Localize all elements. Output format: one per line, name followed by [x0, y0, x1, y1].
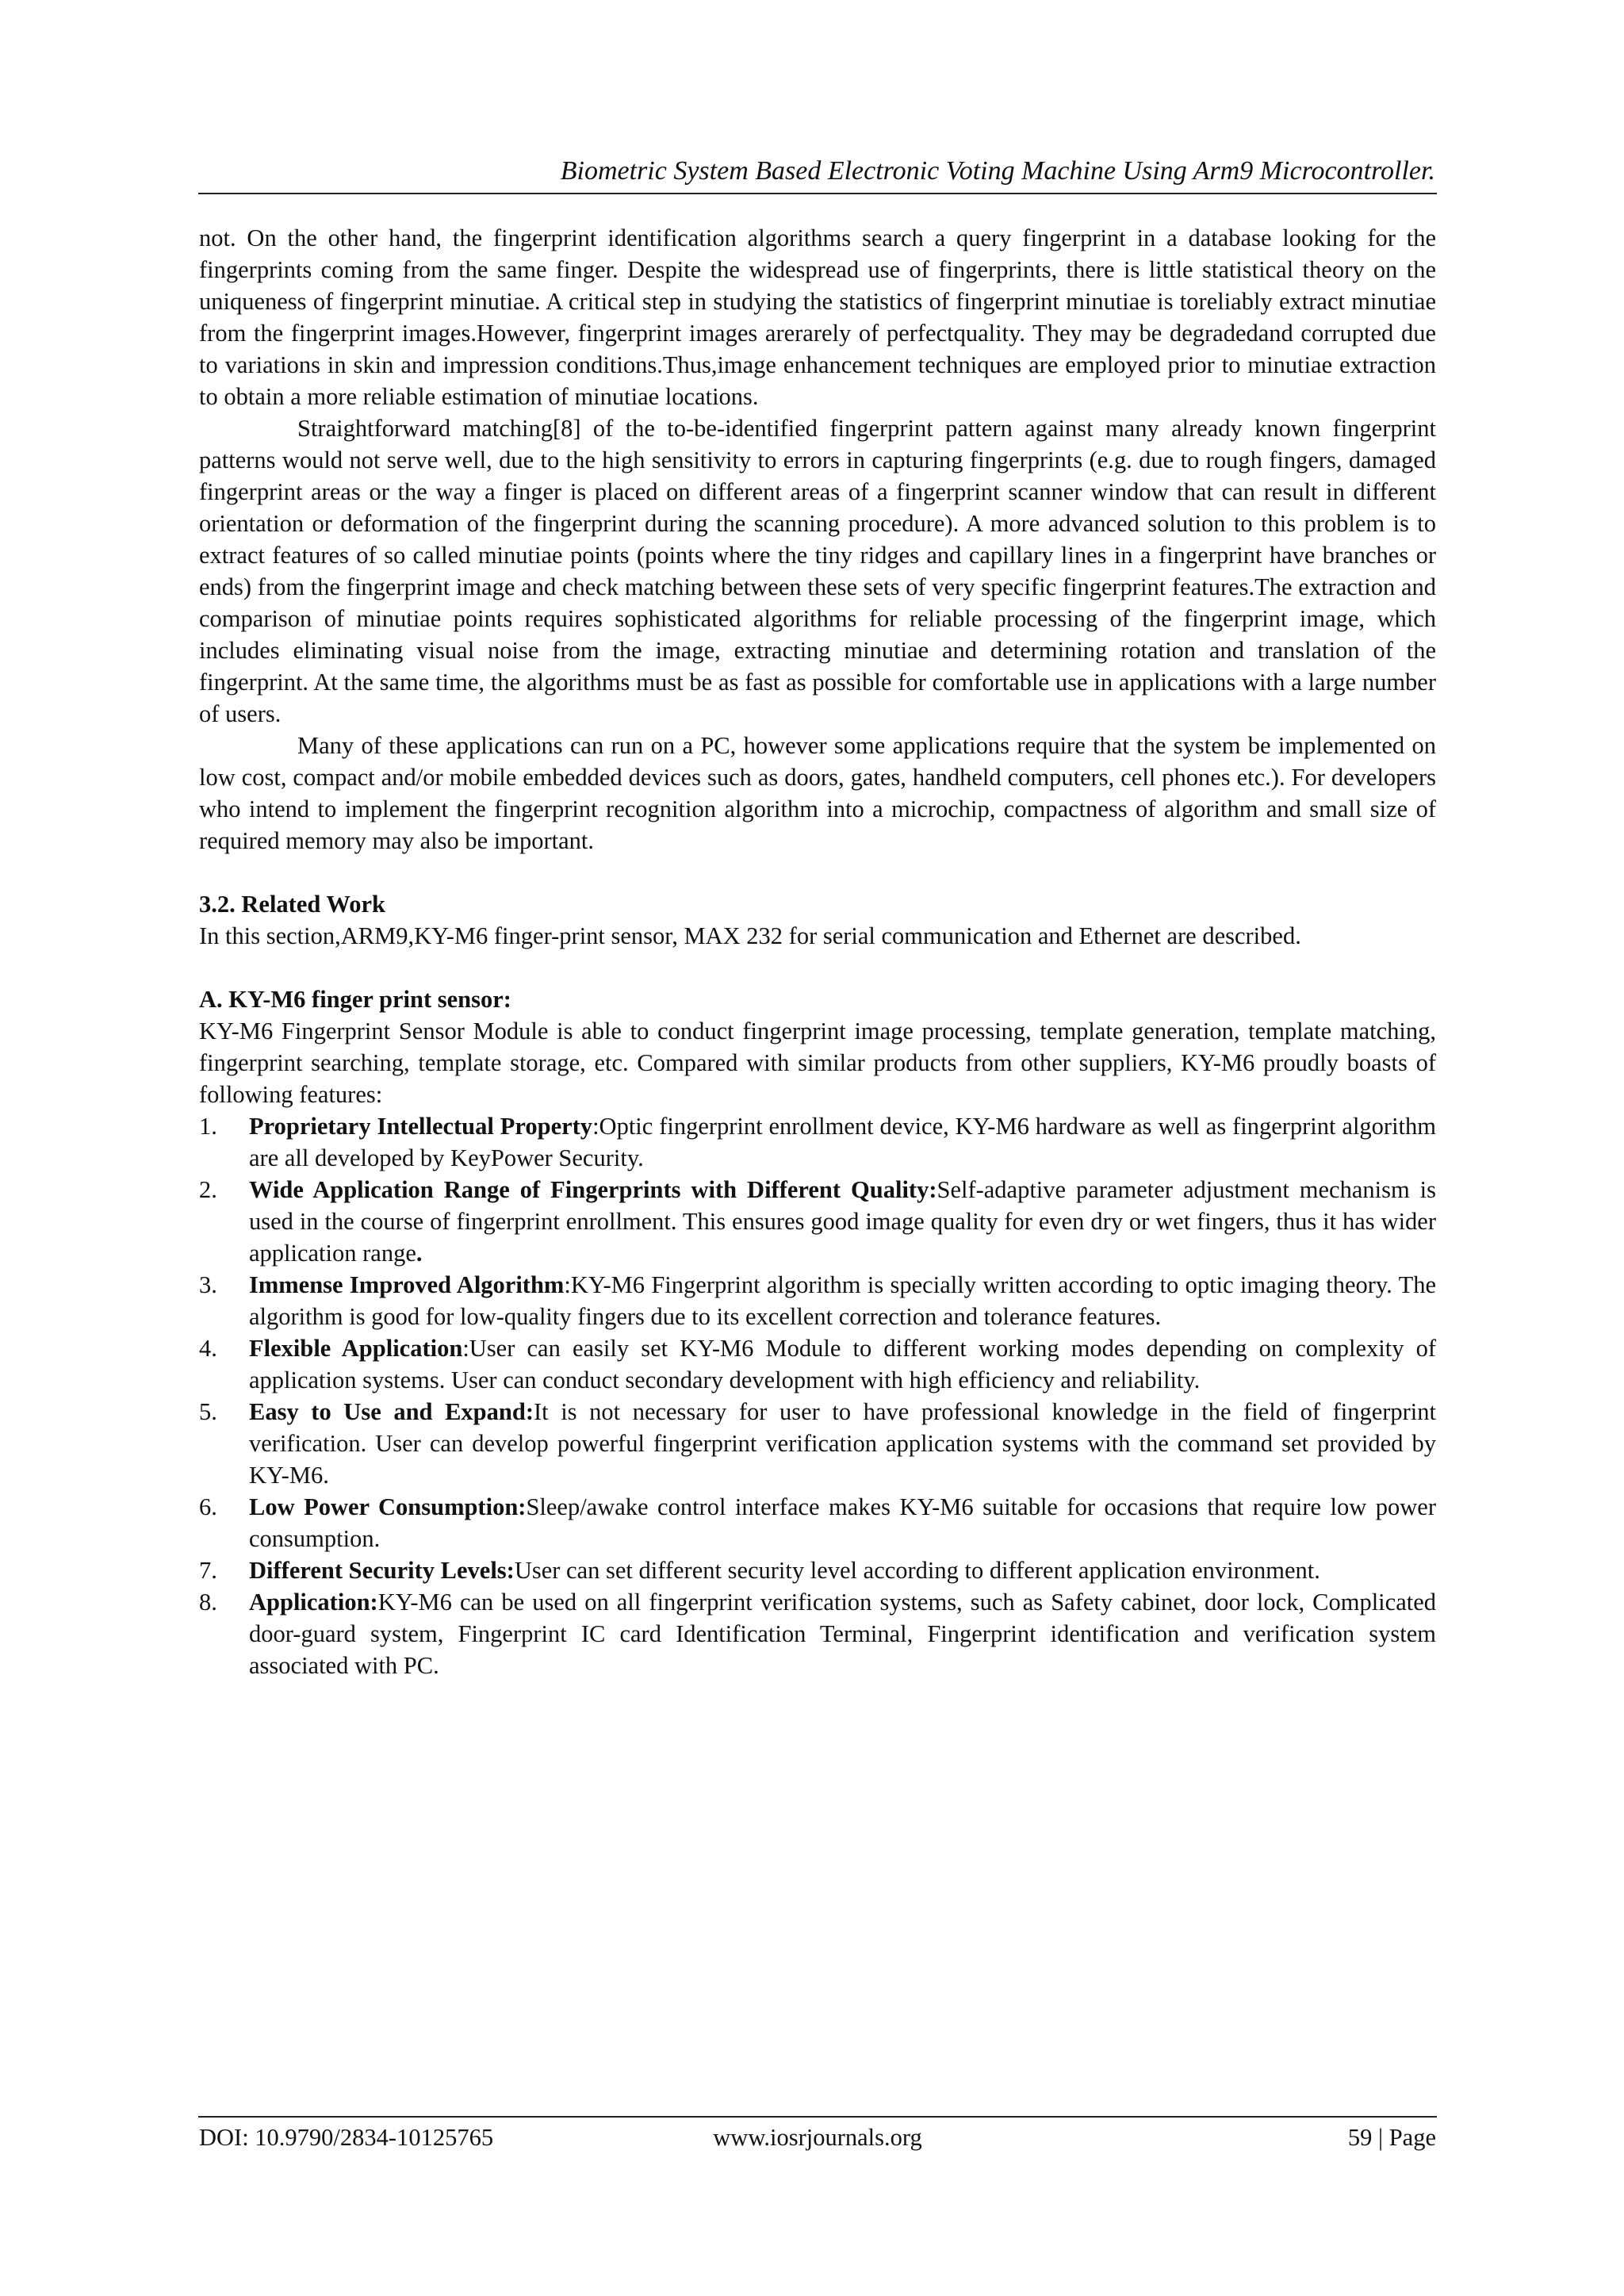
feature-text: KY-M6 can be used on all fingerprint verification systems, such as Safety cabinet, door lock, Complicated door-guard system, Fingerprint IC card Identification Terminal, Fingerprint identification and verification system associated with PC. — [249, 1589, 1436, 1679]
section-intro: In this section,ARM9,KY-M6 finger-print sensor, MAX 232 for serial communication and Ethernet are described. — [199, 922, 1301, 949]
feature-number: 6. — [199, 1493, 217, 1520]
feature-title: Wide Application Range of Fingerprints with Different Quality: — [249, 1176, 937, 1203]
footer-rule — [198, 2116, 1437, 2118]
feature-item — [199, 1110, 1436, 1174]
footer-page-number: 59 | Page — [1347, 2124, 1436, 2151]
feature-title: Low Power Consumption: — [249, 1493, 527, 1520]
feature-item — [199, 1586, 1436, 1681]
feature-item — [199, 1269, 1436, 1332]
feature-number: 4. — [199, 1335, 217, 1362]
feature-trailing-period: . — [416, 1240, 423, 1267]
footer-website: www.iosrjournals.org — [713, 2124, 922, 2151]
subsection-heading: A. KY-M6 finger print sensor: — [199, 986, 511, 1013]
feature-text: :Optic fingerprint enrollment device, KY-M6 hardware as well as fingerprint algorithm are all developed by KeyPower Security. — [249, 1113, 1436, 1171]
running-header: Biometric System Based Electronic Voting Machine Using Arm9 Microcontroller. — [560, 156, 1435, 186]
feature-item — [199, 1174, 1436, 1269]
feature-title: Proprietary Intellectual Property — [249, 1113, 593, 1140]
feature-title: Immense Improved Algorithm — [249, 1271, 565, 1298]
feature-number: 3. — [199, 1271, 217, 1298]
feature-text: User can set different security level according to different application environment. — [514, 1557, 1320, 1584]
feature-text: Sleep/awake control interface makes KY-M6 suitable for occasions that require low power consumption. — [249, 1493, 1436, 1552]
feature-title: Different Security Levels: — [249, 1557, 515, 1584]
subsection-intro: KY-M6 Fingerprint Sensor Module is able to conduct fingerprint image processing, template generation, template matching, fingerprint searching, template storage, etc. Compared with similar products from other suppliers, KY-M6 proudly boasts of following features: — [199, 1018, 1436, 1108]
feature-number: 8. — [199, 1589, 217, 1616]
feature-list — [199, 1110, 1436, 1681]
feature-title: Flexible Application — [249, 1335, 463, 1362]
body-paragraph-2: Straightforward matching[8] of the to-be-identified fingerprint pattern against many already known fingerprint patterns would not serve well, due to the high sensitivity to errors in capturing fingerprints (e.g. due to rough fingers, damaged fingerprint areas or the way a finger is placed on different areas of a fingerprint scanner window that can result in different orientation or deformation of the fingerprint during the scanning procedure). A more advanced solution to this problem is to extract features of so called minutiae points (points where the tiny ridges and capillary lines in a fingerprint have branches or ends) from the fingerprint image and check matching between these sets of very specific fingerprint features.The extraction and comparison of minutiae points requires sophisticated algorithms for reliable processing of the fingerprint image, which includes eliminating visual noise from the image, extracting minutiae and determining rotation and translation of the fingerprint. At the same time, the algorithms must be as fast as possible for comfortable use in applications with a large number of users. — [199, 415, 1436, 727]
feature-text: :User can easily set KY-M6 Module to different working modes depending on complexity of application systems. User can conduct secondary development with high efficiency and reliability. — [249, 1335, 1436, 1393]
header-rule — [198, 193, 1437, 194]
feature-title: Easy to Use and Expand: — [249, 1398, 534, 1425]
page-content — [199, 222, 1436, 1681]
body-paragraph-1: not. On the other hand, the fingerprint identification algorithms search a query fingerprint in a database looking for the fingerprints coming from the same finger. Despite the widespread use of fingerprints, there is little statistical theory on the uniqueness of fingerprint minutiae. A critical step in studying the statistics of fingerprint minutiae is toreliably extract minutiae from the fingerprint images.However, fingerprint images arerarely of perfectquality. They may be degradedand corrupted due to variations in skin and impression conditions.Thus,image enhancement techniques are employed prior to minutiae extraction to obtain a more reliable estimation of minutiae locations. — [199, 224, 1436, 410]
feature-number: 2. — [199, 1176, 217, 1203]
feature-item — [199, 1396, 1436, 1491]
feature-text: :KY-M6 Fingerprint algorithm is specially written according to optic imaging theory. The algorithm is good for low-quality fingers due to its excellent correction and tolerance features. — [249, 1271, 1436, 1330]
feature-text: Self-adaptive parameter adjustment mechanism is used in the course of fingerprint enrollment. This ensures good image quality for even dry or wet fingers, thus it has wider application range — [249, 1176, 1436, 1267]
footer-doi: DOI: 10.9790/2834-10125765 — [199, 2124, 494, 2151]
page-footer — [199, 2122, 1436, 2153]
feature-item — [199, 1332, 1436, 1396]
feature-number: 7. — [199, 1557, 217, 1584]
feature-number: 5. — [199, 1398, 217, 1425]
feature-number: 1. — [199, 1113, 217, 1140]
feature-item — [199, 1491, 1436, 1554]
feature-title: Application: — [249, 1589, 378, 1616]
feature-item — [199, 1554, 1436, 1586]
section-heading: 3.2. Related Work — [199, 891, 385, 918]
feature-text: It is not necessary for user to have professional knowledge in the field of fingerprint verification. User can develop powerful fingerprint verification application systems with the command set provided by KY-M6. — [249, 1398, 1437, 1489]
body-paragraph-3: Many of these applications can run on a PC, however some applications require that the system be implemented on low cost, compact and/or mobile embedded devices such as doors, gates, handheld computers, cell phones etc.). For developers who intend to implement the fingerprint recognition algorithm into a microchip, compactness of algorithm and small size of required memory may also be important. — [199, 732, 1436, 854]
